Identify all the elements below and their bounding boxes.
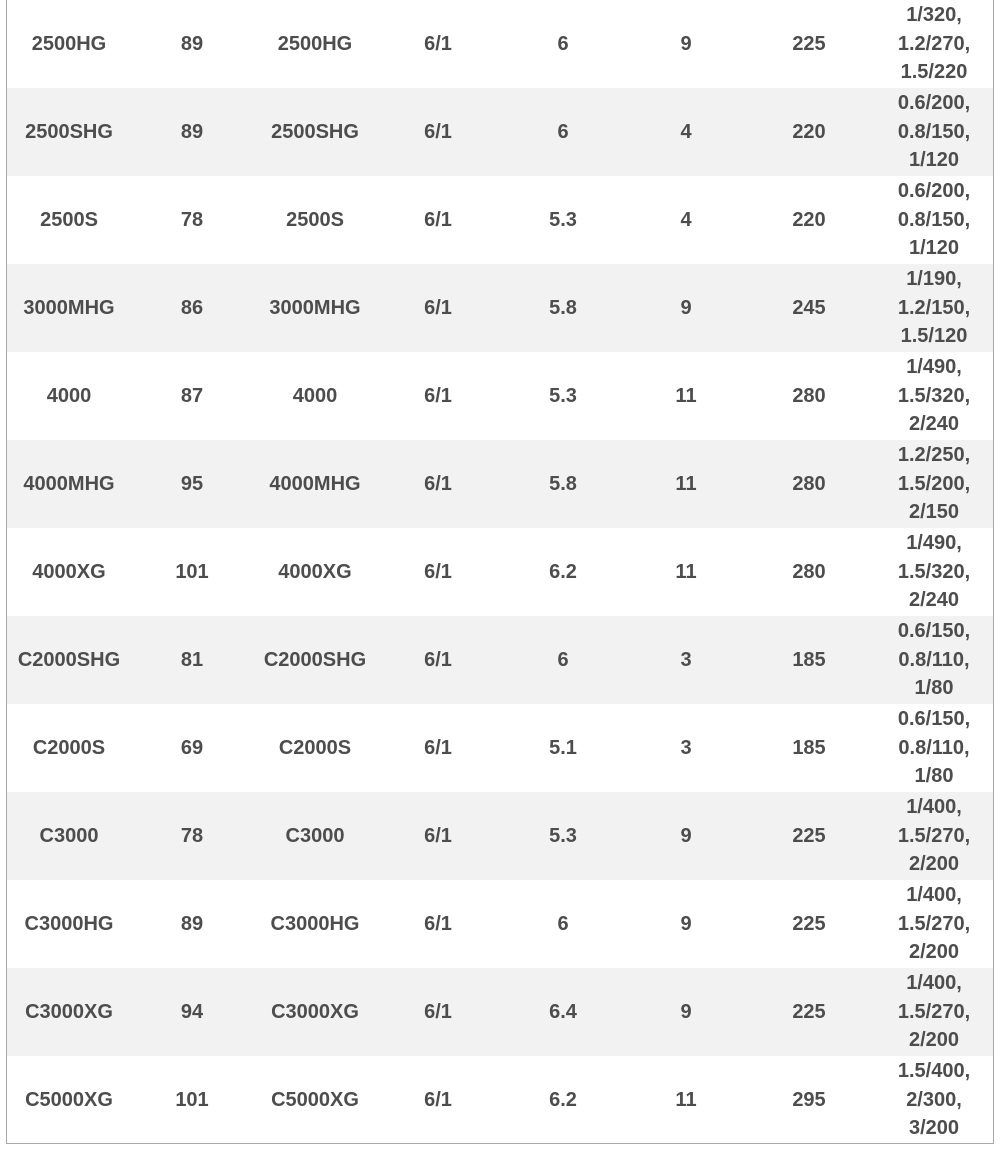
model-cell: C2000SHG — [7, 616, 131, 704]
model-cell-repeat: C3000HG — [253, 880, 377, 968]
value-cell-5: 6.2 — [499, 1056, 627, 1144]
value-cell-7: 280 — [745, 352, 873, 440]
model-cell-repeat: C2000S — [253, 704, 377, 792]
table-row — [7, 528, 994, 616]
spec-table — [7, 0, 994, 1144]
line-capacity-cell: 0.6/200, 0.8/150, 1/120 — [873, 88, 994, 176]
value-cell-2: 78 — [131, 792, 253, 880]
value-cell-6: 3 — [627, 704, 745, 792]
value-cell-6: 4 — [627, 88, 745, 176]
model-cell: C2000S — [7, 704, 131, 792]
value-cell-5: 6 — [499, 880, 627, 968]
table-row — [7, 264, 994, 352]
model-cell-repeat: 2500S — [253, 176, 377, 264]
ratio-cell: 6/1 — [377, 616, 499, 704]
value-cell-6: 11 — [627, 440, 745, 528]
model-cell-repeat: 2500HG — [253, 0, 377, 88]
table-row — [7, 352, 994, 440]
value-cell-7: 220 — [745, 176, 873, 264]
value-cell-2: 89 — [131, 880, 253, 968]
value-cell-7: 245 — [745, 264, 873, 352]
model-cell: C3000XG — [7, 968, 131, 1056]
ratio-cell: 6/1 — [377, 440, 499, 528]
value-cell-5: 5.3 — [499, 352, 627, 440]
table-row — [7, 792, 994, 880]
value-cell-5: 6 — [499, 88, 627, 176]
model-cell-repeat: 3000MHG — [253, 264, 377, 352]
model-cell-repeat: C5000XG — [253, 1056, 377, 1144]
model-cell-repeat: 4000XG — [253, 528, 377, 616]
line-capacity-cell: 1/490, 1.5/320, 2/240 — [873, 352, 994, 440]
value-cell-6: 11 — [627, 352, 745, 440]
value-cell-7: 225 — [745, 880, 873, 968]
value-cell-5: 5.8 — [499, 440, 627, 528]
ratio-cell: 6/1 — [377, 0, 499, 88]
model-cell-repeat: 4000 — [253, 352, 377, 440]
model-cell-repeat: C2000SHG — [253, 616, 377, 704]
ratio-cell: 6/1 — [377, 88, 499, 176]
value-cell-6: 9 — [627, 0, 745, 88]
ratio-cell: 6/1 — [377, 528, 499, 616]
model-cell: C3000 — [7, 792, 131, 880]
ratio-cell: 6/1 — [377, 880, 499, 968]
line-capacity-cell: 0.6/150, 0.8/110, 1/80 — [873, 616, 994, 704]
model-cell-repeat: 2500SHG — [253, 88, 377, 176]
value-cell-5: 5.1 — [499, 704, 627, 792]
value-cell-7: 185 — [745, 704, 873, 792]
line-capacity-cell: 1/190, 1.2/150, 1.5/120 — [873, 264, 994, 352]
model-cell: 4000 — [7, 352, 131, 440]
line-capacity-cell: 1.5/400, 2/300, 3/200 — [873, 1056, 994, 1144]
value-cell-5: 6 — [499, 616, 627, 704]
ratio-cell: 6/1 — [377, 264, 499, 352]
spec-table-container — [6, 0, 994, 1144]
value-cell-6: 9 — [627, 792, 745, 880]
value-cell-6: 9 — [627, 880, 745, 968]
value-cell-6: 3 — [627, 616, 745, 704]
model-cell: 3000MHG — [7, 264, 131, 352]
ratio-cell: 6/1 — [377, 1056, 499, 1144]
ratio-cell: 6/1 — [377, 176, 499, 264]
value-cell-2: 101 — [131, 528, 253, 616]
value-cell-5: 5.3 — [499, 792, 627, 880]
model-cell: 4000MHG — [7, 440, 131, 528]
value-cell-2: 89 — [131, 0, 253, 88]
model-cell: C5000XG — [7, 1056, 131, 1144]
value-cell-7: 225 — [745, 792, 873, 880]
value-cell-2: 89 — [131, 88, 253, 176]
model-cell: 2500SHG — [7, 88, 131, 176]
value-cell-5: 5.3 — [499, 176, 627, 264]
line-capacity-cell: 1.2/250, 1.5/200, 2/150 — [873, 440, 994, 528]
value-cell-2: 81 — [131, 616, 253, 704]
ratio-cell: 6/1 — [377, 704, 499, 792]
value-cell-7: 225 — [745, 968, 873, 1056]
line-capacity-cell: 0.6/150, 0.8/110, 1/80 — [873, 704, 994, 792]
model-cell: 2500HG — [7, 0, 131, 88]
spec-table-body — [7, 0, 994, 1144]
value-cell-6: 4 — [627, 176, 745, 264]
model-cell: 4000XG — [7, 528, 131, 616]
value-cell-5: 5.8 — [499, 264, 627, 352]
line-capacity-cell: 1/490, 1.5/320, 2/240 — [873, 528, 994, 616]
value-cell-7: 220 — [745, 88, 873, 176]
table-row — [7, 968, 994, 1056]
value-cell-6: 9 — [627, 968, 745, 1056]
ratio-cell: 6/1 — [377, 792, 499, 880]
value-cell-6: 11 — [627, 528, 745, 616]
value-cell-5: 6.2 — [499, 528, 627, 616]
model-cell-repeat: C3000 — [253, 792, 377, 880]
table-row — [7, 88, 994, 176]
value-cell-7: 185 — [745, 616, 873, 704]
line-capacity-cell: 1/400, 1.5/270, 2/200 — [873, 968, 994, 1056]
table-row — [7, 704, 994, 792]
model-cell-repeat: 4000MHG — [253, 440, 377, 528]
ratio-cell: 6/1 — [377, 968, 499, 1056]
value-cell-7: 280 — [745, 440, 873, 528]
line-capacity-cell: 1/320, 1.2/270, 1.5/220 — [873, 0, 994, 88]
model-cell: C3000HG — [7, 880, 131, 968]
model-cell-repeat: C3000XG — [253, 968, 377, 1056]
value-cell-7: 280 — [745, 528, 873, 616]
value-cell-2: 69 — [131, 704, 253, 792]
value-cell-2: 95 — [131, 440, 253, 528]
value-cell-6: 11 — [627, 1056, 745, 1144]
model-cell: 2500S — [7, 176, 131, 264]
value-cell-5: 6 — [499, 0, 627, 88]
value-cell-7: 295 — [745, 1056, 873, 1144]
value-cell-5: 6.4 — [499, 968, 627, 1056]
value-cell-6: 9 — [627, 264, 745, 352]
line-capacity-cell: 1/400, 1.5/270, 2/200 — [873, 792, 994, 880]
table-row — [7, 440, 994, 528]
table-row — [7, 176, 994, 264]
value-cell-2: 101 — [131, 1056, 253, 1144]
ratio-cell: 6/1 — [377, 352, 499, 440]
table-row — [7, 880, 994, 968]
table-row — [7, 0, 994, 88]
table-row — [7, 1056, 994, 1144]
value-cell-7: 225 — [745, 0, 873, 88]
value-cell-2: 78 — [131, 176, 253, 264]
value-cell-2: 94 — [131, 968, 253, 1056]
line-capacity-cell: 0.6/200, 0.8/150, 1/120 — [873, 176, 994, 264]
value-cell-2: 87 — [131, 352, 253, 440]
value-cell-2: 86 — [131, 264, 253, 352]
table-row — [7, 616, 994, 704]
line-capacity-cell: 1/400, 1.5/270, 2/200 — [873, 880, 994, 968]
